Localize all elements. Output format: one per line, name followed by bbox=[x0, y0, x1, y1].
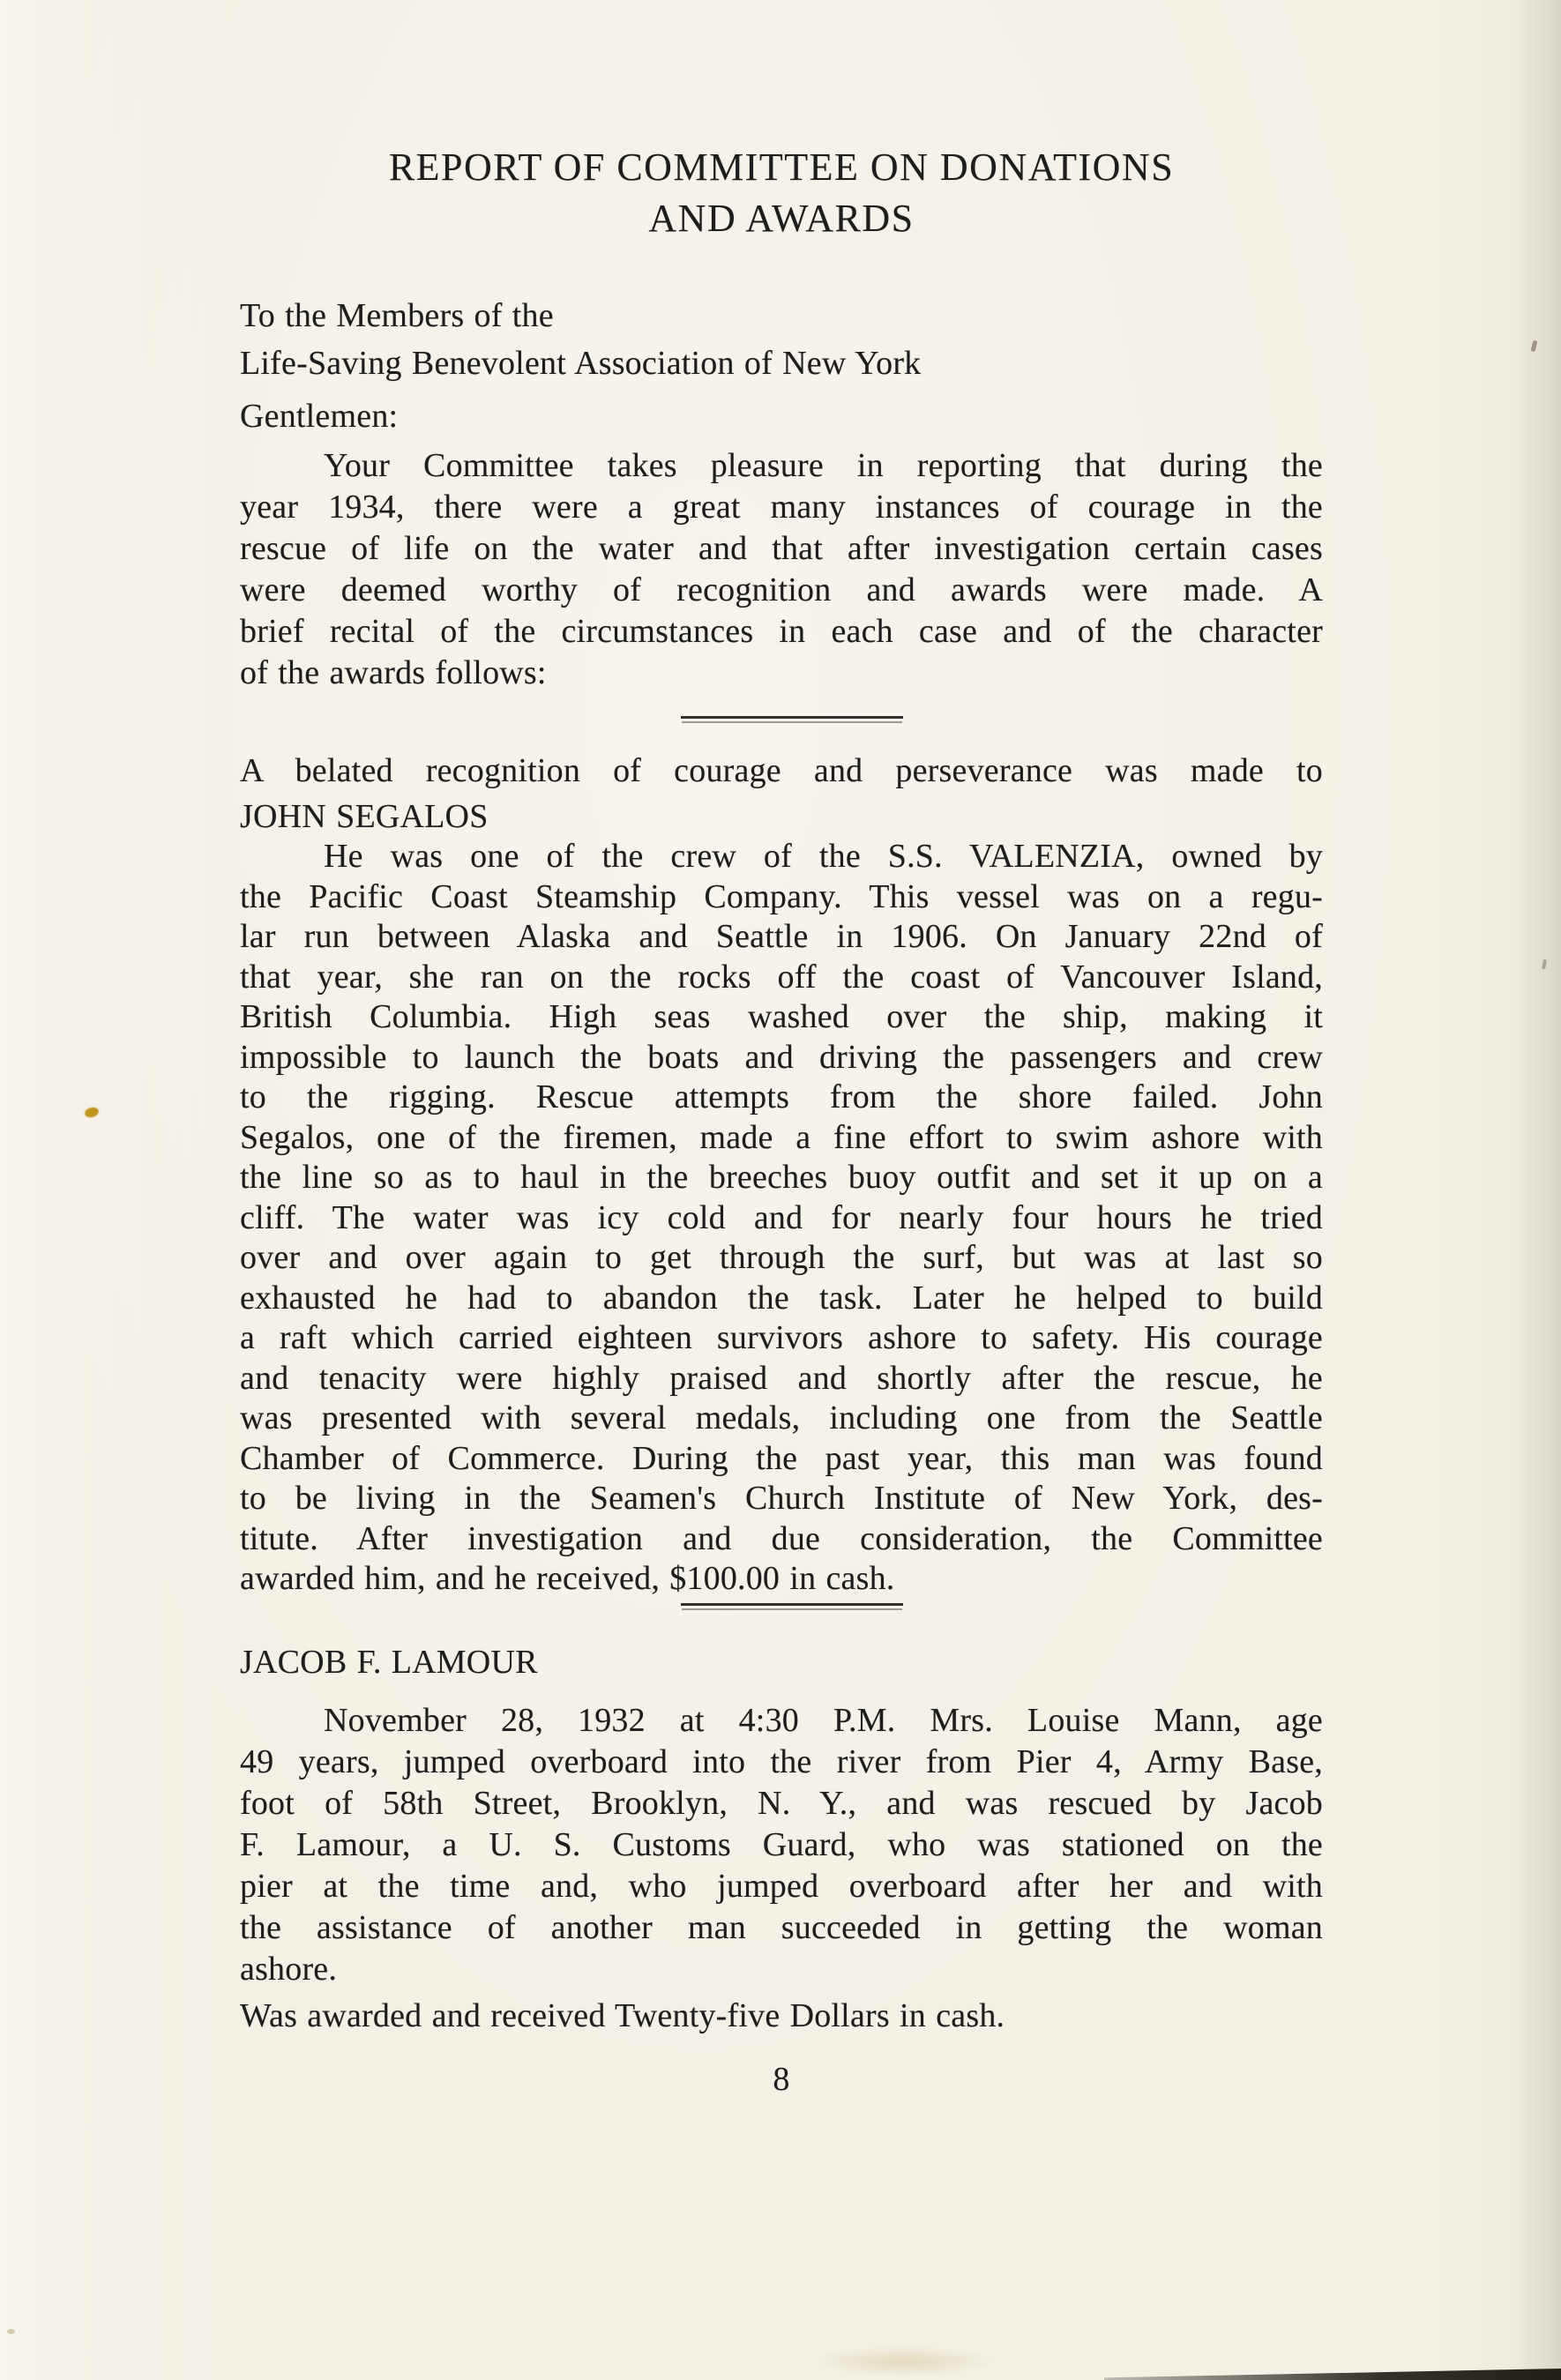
text-line: was presented with several medals, including one from the Seattle bbox=[240, 1399, 1323, 1436]
page-title-line-2: AND AWARDS bbox=[648, 197, 915, 240]
text-line: 49 years, jumped overboard into the river from Pier 4, Army Base, bbox=[240, 1743, 1323, 1780]
text-line: the Pacific Coast Steamship Company. This vessel was on a regu- bbox=[240, 877, 1323, 915]
section-divider-2 bbox=[681, 1603, 903, 1608]
page-title-line-1: REPORT OF COMMITTEE ON DONATIONS bbox=[388, 145, 1175, 189]
text-line: ashore. bbox=[240, 1951, 338, 1988]
text-line: the line so as to haul in the breeches buoy outfit and set it up on a bbox=[240, 1159, 1323, 1196]
section1-person-name: JOHN SEGALOS bbox=[240, 798, 489, 835]
text-line: over and over again to get through the surf, but was at last so bbox=[240, 1239, 1323, 1276]
text-line: the assistance of another man succeeded in getting the woman bbox=[240, 1909, 1323, 1946]
page-title bbox=[240, 142, 1323, 244]
text-line: Chamber of Commerce. During the past year, this man was found bbox=[240, 1439, 1323, 1477]
text-line: pier at the time and, who jumped overboard after her and with bbox=[240, 1868, 1323, 1905]
paper-speck-bottom-left bbox=[7, 2329, 15, 2334]
text-line: foot of 58th Street, Brooklyn, N. Y., and was rescued by Jacob bbox=[240, 1785, 1323, 1822]
text-line: British Columbia. High seas washed over the ship, making it bbox=[240, 998, 1323, 1035]
text-line: rescue of life on the water and that after investigation certain cases bbox=[240, 530, 1323, 567]
text-line: to the rigging. Rescue attempts from the shore failed. John bbox=[240, 1078, 1323, 1115]
text-line: brief recital of the circumstances in each case and of the character bbox=[240, 613, 1323, 650]
salutation bbox=[240, 292, 1323, 387]
salutation-line-2: Life-Saving Benevolent Association of New York bbox=[240, 345, 922, 382]
text-line: lar run between Alaska and Seattle in 1906. On January 22nd of bbox=[240, 918, 1323, 955]
paper-right-edge-shadow bbox=[1508, 0, 1561, 2380]
paper-bottom-smudge bbox=[811, 2346, 997, 2377]
text-line: impossible to launch the boats and driving the passengers and crew bbox=[240, 1038, 1323, 1076]
text-line: of the awards follows: bbox=[240, 654, 547, 691]
paper-gold-fleck bbox=[84, 1106, 100, 1119]
award-summary-line: Was awarded and received Twenty-five Dollars in cash. bbox=[240, 1997, 1005, 2034]
text-line: November 28, 1932 at 4:30 P.M. Mrs. Louise Mann, age bbox=[324, 1702, 1323, 1739]
text-line: He was one of the crew of the S.S. VALENZIA, owned by bbox=[324, 838, 1323, 875]
salutation-line-1: To the Members of the bbox=[240, 297, 554, 334]
greeting: Gentlemen: bbox=[240, 398, 399, 435]
text-line: Segalos, one of the firemen, made a fine effort to swim ashore with bbox=[240, 1118, 1323, 1156]
intro-paragraph bbox=[240, 445, 1323, 694]
page-number: 8 bbox=[773, 2061, 790, 2098]
book-edge-shadow-bottom-right bbox=[1104, 2369, 1561, 2380]
section2-paragraph bbox=[240, 1700, 1323, 1990]
text-line: cliff. The water was icy cold and for nearly four hours he tried bbox=[240, 1198, 1323, 1236]
section-divider-1 bbox=[681, 716, 903, 721]
text-line: exhausted he had to abandon the task. Later he helped to build bbox=[240, 1279, 1323, 1317]
text-line: were deemed worthy of recognition and awards were made. A bbox=[240, 571, 1323, 608]
text-line: and tenacity were highly praised and shortly after the rescue, he bbox=[240, 1359, 1323, 1397]
section1-lead bbox=[240, 749, 1323, 793]
text-line: F. Lamour, a U. S. Customs Guard, who was stationed on the bbox=[240, 1826, 1323, 1863]
text-line: year 1934, there were a great many instances of courage in the bbox=[240, 489, 1323, 526]
section1-paragraph bbox=[240, 837, 1323, 1600]
text-line: a raft which carried eighteen survivors ashore to safety. His courage bbox=[240, 1319, 1323, 1356]
text-line: Your Committee takes pleasure in reporting that during the bbox=[324, 447, 1323, 484]
text-line: that year, she ran on the rocks off the coast of Vancouver Island, bbox=[240, 958, 1323, 996]
section1-lead-line: A belated recognition of courage and perseverance was made to bbox=[240, 752, 1323, 789]
text-line: awarded him, and he received, $100.00 in cash. bbox=[240, 1560, 895, 1597]
text-line: titute. After investigation and due consideration, the Committee bbox=[240, 1519, 1323, 1557]
text-line: to be living in the Seamen's Church Institute of New York, des- bbox=[240, 1480, 1323, 1517]
section2-person-name: JACOB F. LAMOUR bbox=[240, 1644, 538, 1681]
